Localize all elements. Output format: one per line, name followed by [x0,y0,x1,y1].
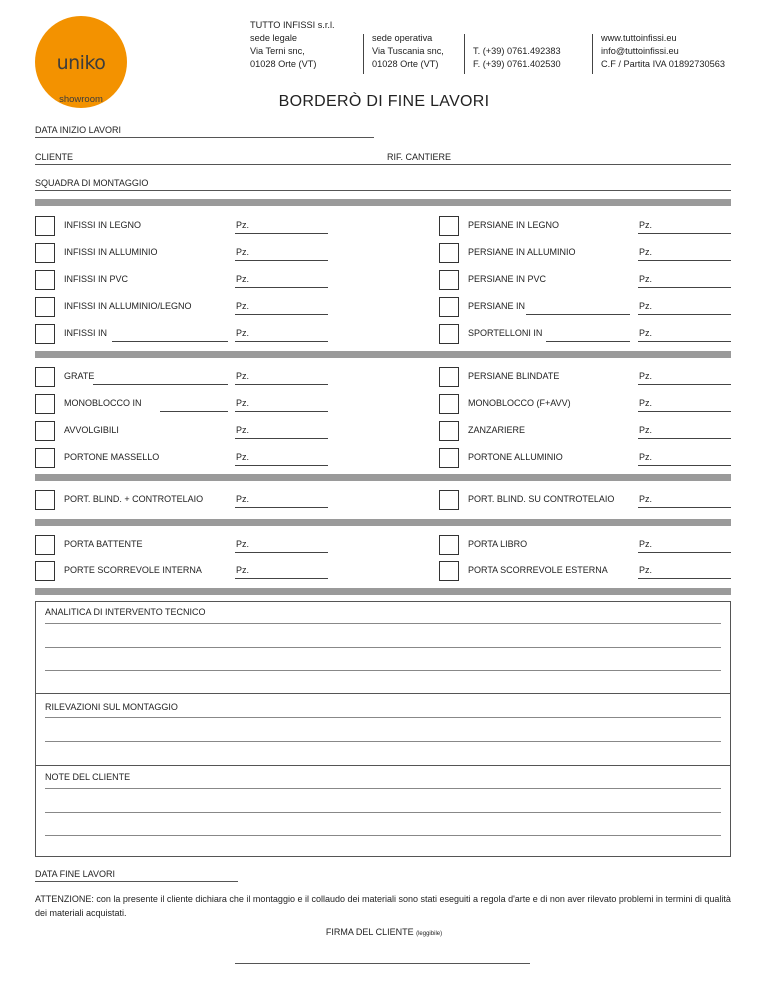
checkbox-portone-alluminio[interactable] [439,448,459,468]
section-divider-bar [35,351,731,358]
checkbox-port-blind-controtelaio[interactable] [35,490,55,510]
checkbox-infissi-in-legno[interactable] [35,216,55,236]
pz-label: Pz. [236,398,250,408]
cliente-label: CLIENTE [35,152,74,162]
checkbox-infissi-in-alluminio-legno[interactable] [35,297,55,317]
item-label-infissi-in-pvc: INFISSI IN PVC [64,274,129,284]
item-label-porta-libro: PORTA LIBRO [468,539,528,549]
item-label-persiane-in: PERSIANE IN [468,301,526,311]
website: www.tuttoinfissi.eu [601,33,677,43]
operating-office-label: sede operativa [372,33,433,43]
checkbox-monoblocco-f-avv[interactable] [439,394,459,414]
logo-wordmark: uniko [56,52,106,74]
disclaimer-text: ATTENZIONE: con la presente il cliente dichiara che il montaggio e il collaudo dei materiali sono stati eseguiti a regola d'arte e di non aver rilevato problemi in termini di qualità dei materiali acquistati. [35,894,731,918]
header-legal-office [250,19,335,71]
pz-label: Pz. [236,494,250,504]
phone-number: T. (+39) 0761.492383 [473,46,561,56]
pz-quantity-field[interactable] [235,341,328,342]
legal-office-street: Via Terni snc, [250,46,305,56]
box-divider [35,765,731,766]
email: info@tuttoinfissi.eu [601,46,679,56]
checkbox-persiane-in-pvc[interactable] [439,270,459,290]
item-label-port-blind-controtelaio: PORT. BLIND. + CONTROTELAIO [64,494,204,504]
pz-label: Pz. [236,371,250,381]
pz-label: Pz. [236,328,250,338]
signature-label [0,927,768,937]
checkbox-porta-scorrevole-esterna[interactable] [439,561,459,581]
pz-quantity-field[interactable] [638,552,731,553]
legal-office-label: sede legale [250,33,297,43]
box-divider [35,693,731,694]
analitica-label: ANALITICA DI INTERVENTO TECNICO [45,607,206,617]
item-label-persiane-in-alluminio: PERSIANE IN ALLUMINIO [468,247,576,257]
pz-label: Pz. [639,247,653,257]
item-label-infissi-in: INFISSI IN [64,328,108,338]
fax-number: F. (+39) 0761.402530 [473,59,561,69]
header-divider [464,34,465,74]
signature-line[interactable] [235,963,530,964]
note-cliente-line[interactable] [45,812,721,813]
pz-label: Pz. [639,274,653,284]
pz-label: Pz. [236,452,250,462]
pz-label: Pz. [639,494,653,504]
company-name: TUTTO INFISSI s.r.l. [250,20,335,30]
vat-number: C.F / Partita IVA 01892730563 [601,59,725,69]
checkbox-avvolgibili[interactable] [35,421,55,441]
pz-quantity-field[interactable] [638,384,731,385]
signature-label-text: FIRMA DEL CLIENTE [325,927,414,937]
section-divider-bar [35,519,731,526]
pz-quantity-field[interactable] [638,341,731,342]
pz-label: Pz. [236,247,250,257]
checkbox-persiane-in[interactable] [439,297,459,317]
item-label-porta-battente: PORTA BATTENTE [64,539,143,549]
item-label-monoblocco-in: MONOBLOCCO IN [64,398,142,408]
pz-quantity-field[interactable] [235,578,328,579]
header-divider [363,34,364,74]
item-label-sportelloni-in: SPORTELLONI IN [468,328,543,338]
item-label-porta-scorrevole-esterna: PORTA SCORREVOLE ESTERNA [468,565,608,575]
squadra-field[interactable] [35,190,731,191]
rilevazioni-line[interactable] [45,717,721,718]
checkbox-porta-libro[interactable] [439,535,459,555]
item-label-persiane-blindate: PERSIANE BLINDATE [468,371,560,381]
rilevazioni-line[interactable] [45,741,721,742]
pz-label: Pz. [639,220,653,230]
analitica-line[interactable] [45,670,721,671]
pz-label: Pz. [236,565,250,575]
notes-box [35,601,731,857]
checkbox-persiane-blindate[interactable] [439,367,459,387]
item-label-persiane-in-legno: PERSIANE IN LEGNO [468,220,560,230]
checkbox-zanzariere[interactable] [439,421,459,441]
section-divider-bar [35,199,731,206]
data-fine-label: DATA FINE LAVORI [35,869,116,879]
checkbox-infissi-in-alluminio[interactable] [35,243,55,263]
pz-quantity-field[interactable] [235,552,328,553]
pz-label: Pz. [236,425,250,435]
header-phone-fax [473,45,561,71]
pz-quantity-field[interactable] [638,507,731,508]
checkbox-sportelloni-in[interactable] [439,324,459,344]
pz-label: Pz. [639,539,653,549]
checkbox-infissi-in-pvc[interactable] [35,270,55,290]
pz-label: Pz. [236,274,250,284]
checkbox-porta-battente[interactable] [35,535,55,555]
item-spec-field[interactable] [546,341,630,342]
logo-tagline: showroom [59,94,103,105]
pz-quantity-field[interactable] [235,260,328,261]
note-cliente-line[interactable] [45,788,721,789]
pz-quantity-field[interactable] [235,233,328,234]
pz-label: Pz. [236,539,250,549]
pz-quantity-field[interactable] [235,465,328,466]
rif-cantiere-label: RIF. CANTIERE [387,152,452,162]
data-inizio-field[interactable] [35,137,374,138]
cliente-field[interactable] [35,164,731,165]
pz-quantity-field[interactable] [235,438,328,439]
pz-quantity-field[interactable] [638,411,731,412]
note-cliente-line[interactable] [45,835,721,836]
item-label-infissi-in-alluminio: INFISSI IN ALLUMINIO [64,247,158,257]
pz-label: Pz. [236,301,250,311]
pz-label: Pz. [639,371,653,381]
rilevazioni-label: RILEVAZIONI SUL MONTAGGIO [45,702,178,712]
section-divider-bar [35,588,731,595]
checkbox-infissi-in[interactable] [35,324,55,344]
operating-office-street: Via Tuscania snc, [372,46,444,56]
analitica-line[interactable] [45,623,721,624]
item-spec-field[interactable] [160,411,228,412]
squadra-label: SQUADRA DI MONTAGGIO [35,178,149,188]
header-operating-office [372,32,444,71]
pz-quantity-field[interactable] [235,287,328,288]
pz-label: Pz. [639,425,653,435]
analitica-line[interactable] [45,647,721,648]
pz-quantity-field[interactable] [638,578,731,579]
pz-label: Pz. [639,398,653,408]
checkbox-portone-massello[interactable] [35,448,55,468]
document-title: BORDERÒ DI FINE LAVORI [278,93,490,110]
item-spec-field[interactable] [526,314,630,315]
checkbox-persiane-in-alluminio[interactable] [439,243,459,263]
item-label-infissi-in-alluminio-legno: INFISSI IN ALLUMINIO/LEGNO [64,301,192,311]
pz-quantity-field[interactable] [638,438,731,439]
section-divider-bar [35,474,731,481]
pz-label: Pz. [639,328,653,338]
pz-label: Pz. [639,452,653,462]
pz-quantity-field[interactable] [638,287,731,288]
checkbox-monoblocco-in[interactable] [35,394,55,414]
item-label-persiane-in-pvc: PERSIANE IN PVC [468,274,547,284]
pz-quantity-field[interactable] [638,314,731,315]
header-contacts [601,32,725,71]
item-spec-field[interactable] [112,341,228,342]
pz-quantity-field[interactable] [235,411,328,412]
item-label-avvolgibili: AVVOLGIBILI [64,425,119,435]
item-label-porte-scorrevole-interna: PORTE SCORREVOLE INTERNA [64,565,202,575]
item-label-monoblocco-f-avv: MONOBLOCCO (F+AVV) [468,398,571,408]
legal-office-city: 01028 Orte (VT) [250,59,317,69]
pz-label: Pz. [639,565,653,575]
pz-label: Pz. [639,301,653,311]
pz-quantity-field[interactable] [638,260,731,261]
checkbox-porte-scorrevole-interna[interactable] [35,561,55,581]
pz-quantity-field[interactable] [235,314,328,315]
operating-office-city: 01028 Orte (VT) [372,59,439,69]
signature-label-note: (leggibile) [416,931,443,937]
item-label-portone-alluminio: PORTONE ALLUMINIO [468,452,563,462]
note-cliente-label: NOTE DEL CLIENTE [45,772,131,782]
item-label-infissi-in-legno: INFISSI IN LEGNO [64,220,142,230]
item-spec-field[interactable] [93,384,228,385]
data-inizio-label: DATA INIZIO LAVORI [35,125,122,135]
item-label-zanzariere: ZANZARIERE [468,425,526,435]
pz-quantity-field[interactable] [638,465,731,466]
checkbox-port-blind-su-controtelaio[interactable] [439,490,459,510]
pz-quantity-field[interactable] [235,507,328,508]
pz-quantity-field[interactable] [235,384,328,385]
item-label-grate: GRATE [64,371,95,381]
pz-label: Pz. [236,220,250,230]
header-divider [592,34,593,74]
checkbox-persiane-in-legno[interactable] [439,216,459,236]
item-label-port-blind-su-controtelaio: PORT. BLIND. SU CONTROTELAIO [468,494,615,504]
checkbox-grate[interactable] [35,367,55,387]
pz-quantity-field[interactable] [638,233,731,234]
item-label-portone-massello: PORTONE MASSELLO [64,452,160,462]
data-fine-field[interactable] [35,881,238,882]
